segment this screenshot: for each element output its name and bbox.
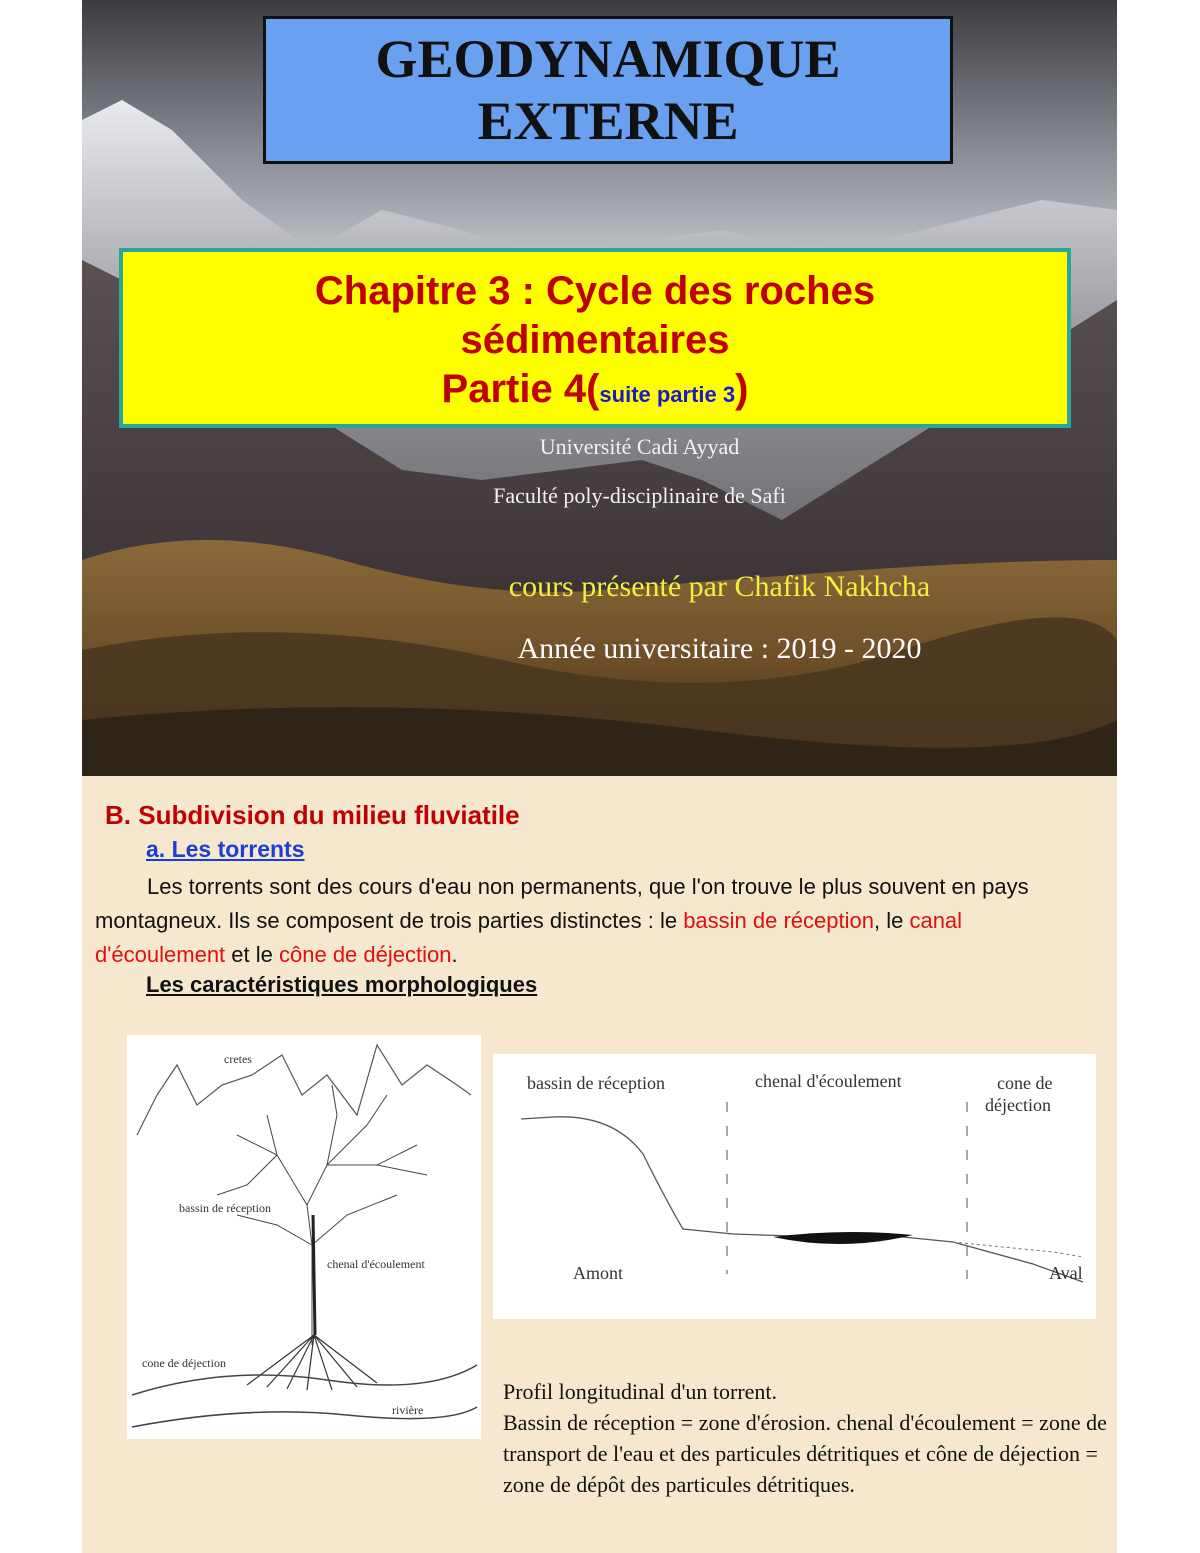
page: [82, 0, 1117, 1553]
term-cone: cône de déjection: [279, 942, 452, 967]
para-end: .: [451, 942, 458, 967]
fig1-label-cretes: cretes: [224, 1052, 252, 1066]
fig1-label-cone: cone de déjection: [142, 1356, 226, 1370]
part-small: suite partie 3: [599, 382, 736, 407]
cover-section: [82, 0, 1117, 776]
torrent-map-drawing: [127, 1035, 481, 1439]
part-line: [123, 364, 1067, 420]
fig2-label-chenal: chenal d'écoulement: [755, 1071, 902, 1091]
torrent-profile-figure: [493, 1054, 1096, 1319]
university-text: Université Cadi Ayyad: [539, 434, 740, 459]
fig2-label-aval: Aval: [1049, 1263, 1083, 1283]
fig2-label-cone-1: cone de: [997, 1073, 1053, 1093]
part-prefix: Partie 4(: [441, 367, 600, 411]
fig2-label-cone-2: déjection: [985, 1095, 1051, 1115]
caption-line-2: Bassin de réception = zone d'érosion. chenal d'écoulement = zone de transport de l'eau et des particules détritiques et cône de déjection = zone de dépôt des particules détritiques.: [503, 1410, 1107, 1497]
chapter-line-1: Chapitre 3 : Cycle des roches: [314, 269, 876, 313]
academic-year-text: Année universitaire : 2019 - 2020: [517, 632, 922, 665]
fig1-label-riviere: rivière: [392, 1403, 424, 1417]
subsection-heading: a. Les torrents: [146, 836, 305, 862]
section-heading: B. Subdivision du milieu fluviatile: [105, 800, 520, 830]
chapter-line-2: sédimentaires: [460, 318, 730, 362]
faculty-text: Faculté poly-disciplinaire de Safi: [493, 483, 786, 508]
para-text: Les torrents sont des cours d'eau non permanents, que l'on trouve le plus souvent en pays montagneux. Ils se composent de trois parties distinctes : le: [95, 874, 1029, 933]
intro-paragraph: [95, 870, 1085, 972]
para-sep-2: et le: [225, 942, 279, 967]
figure-caption: [503, 1376, 1113, 1500]
content-section: [82, 776, 1117, 1553]
fig2-label-amont: Amont: [573, 1263, 624, 1283]
term-canal: canal d'écoulement: [95, 908, 963, 967]
torrent-map-figure: [127, 1035, 481, 1439]
torrent-profile-drawing: [493, 1054, 1096, 1319]
characteristics-heading: Les caractéristiques morphologiques: [146, 972, 538, 997]
para-sep-1: , le: [873, 908, 910, 933]
caption-line-1: Profil longitudinal d'un torrent.: [503, 1379, 778, 1404]
fig1-label-chenal: chenal d'écoulement: [327, 1257, 425, 1271]
title-line-1: GEODYNAMIQUE: [375, 29, 841, 89]
title-box: [263, 16, 953, 164]
title-line-2: EXTERNE: [477, 91, 739, 151]
term-bassin: bassin de réception: [683, 908, 874, 933]
fig2-label-bassin: bassin de réception: [527, 1073, 665, 1093]
fig1-label-bassin: bassin de réception: [179, 1201, 271, 1215]
part-suffix: ): [735, 367, 749, 411]
presenter-text: cours présenté par Chafik Nakhcha: [508, 570, 931, 603]
chapter-box: [119, 248, 1071, 428]
